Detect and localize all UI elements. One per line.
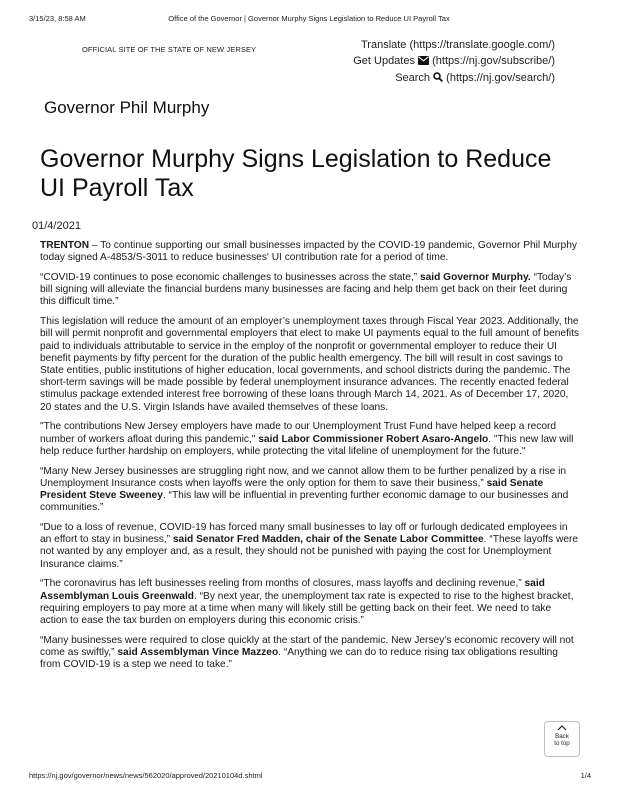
envelope-icon: [418, 54, 429, 70]
paragraph-text: . “By next year, the unemployment tax rate is expected to rise to the highest bracket, requiring employers to pay more at a time when many will likely still be getting back on their feet. We need to take action to ease the tax burden on employers during this economic crisis.”: [40, 590, 574, 627]
search-label: Search: [395, 72, 431, 84]
paragraph-text: “Due to a loss of revenue, COVID-19 has forced many small businesses to lay off or furlough dedicated employees in an effort to stay in business,”: [40, 522, 568, 546]
paragraph-text: . “Anything we can do to reduce rising tax obligations resulting from COVID-19 is a step we need to take.”: [40, 647, 558, 671]
paragraph-intro: [40, 240, 580, 264]
paragraph-quote-sweeney: [40, 466, 580, 515]
get-updates-label: Get Updates: [353, 55, 415, 67]
speaker-attribution: said Governor Murphy.: [417, 272, 531, 283]
paragraph-text: “The coronavirus has left businesses reeling from months of closures, mass layoffs and declining revenue,”: [40, 578, 522, 590]
paragraph-legislation: This legislation will reduce the amount of an employer’s unemployment taxes through Fiscal Year 2023. Additionally, the bill will permit nonprofit and governmental employers that elect to make UI payments equal to the full amount of benefits paid to individuals attributable to service in the employ of the nonprofit or governmental employer to reduce their UI benefit payments by fifty percent for the duration of the public health emergency. The bill will result in cost savings to State entities, public institutions of higher education, local governments, and school districts during the pandemic. The short-term savings will be made possible by federal unemployment insurance advances. The recently enacted federal stimulus package extended interest free borrowing of these loans through March 14, 2021. As of December 17, 2020, 20 states and the U.S. Virgin Islands have availed themselves of these loans.: [40, 316, 580, 413]
back-to-top-button[interactable]: [544, 721, 580, 757]
paragraph-quote-greenwald: [40, 578, 580, 627]
search-icon: [433, 71, 443, 87]
back-to-top-line1: Back: [555, 733, 569, 740]
speaker-attribution: said Labor Commissioner Robert Asaro-Angelo: [255, 433, 489, 445]
paragraph-quote-governor: [40, 272, 580, 309]
dateline: TRENTON: [40, 240, 90, 251]
translate-link[interactable]: Translate (https://translate.google.com/): [360, 39, 555, 51]
speaker-attribution: said Assemblyman Vince Mazzeo: [114, 647, 279, 659]
speaker-attribution: said Senator Fred Madden, chair of the Senate Labor Committee: [170, 534, 484, 546]
page-title: Governor Murphy Signs Legislation to Reduce UI Payroll Tax: [40, 145, 552, 202]
search-url: (https://nj.gov/search/): [446, 72, 555, 84]
get-updates-url: (https://nj.gov/subscribe/): [432, 55, 555, 67]
paragraph-text: "The contributions New Jersey employers have made to our Unemployment Trust Fund have helped keep a record number of workers afloat during this pandemic,": [40, 421, 557, 445]
paragraph-quote-mazzeo: [40, 635, 580, 672]
paragraph-text: . "This new law will help reduce further hardship on employers, while protecting the vital lifeline of unemployment for the future.": [40, 433, 574, 457]
paragraph-text: “Today’s bill signing will alleviate the financial burdens many businesses are facing and help them get back on their feet during this difficult time.”: [40, 272, 572, 308]
chevron-up-icon: [545, 725, 579, 733]
site-brand[interactable]: Governor Phil Murphy: [44, 98, 210, 117]
print-page-title: Office of the Governor | Governor Murphy Signs Legislation to Reduce UI Payroll Tax: [168, 14, 450, 23]
paragraph-text: “Many businesses were required to close quickly at the start of the pandemic. New Jersey’s economic recovery will not come as swiftly,”: [40, 634, 574, 659]
utility-links: [353, 37, 555, 87]
official-site-label: OFFICIAL SITE OF THE STATE OF NEW JERSEY: [82, 45, 257, 54]
print-url: https://nj.gov/governor/news/news/562020/approved/20210104d.shtml: [29, 771, 263, 780]
search-link[interactable]: [353, 70, 555, 87]
paragraph-quote-labor: [40, 421, 580, 458]
paragraph-quote-madden: [40, 522, 580, 571]
print-datetime: 3/15/23, 8:58 AM: [29, 14, 86, 23]
paragraph-text: – To continue supporting our small businesses impacted by the COVID-19 pandemic, Governor Phil Murphy today signed A-4853/S-3011 to reduce businesses' UI contribution rate for a period of time.: [40, 240, 577, 264]
article-date: 01/4/2021: [32, 220, 81, 232]
back-to-top-line2: to top: [554, 740, 570, 747]
paragraph-text: “COVID-19 continues to pose economic challenges to businesses across the state,”: [40, 272, 418, 283]
get-updates-link[interactable]: [353, 53, 555, 70]
article-body: [40, 240, 580, 679]
print-page-number: 1/4: [580, 771, 591, 780]
paragraph-text: . “These layoffs were not wanted by any employer and, as a result, they should not be punished with paying the cost for Unemployment Insurance claims.”: [40, 534, 579, 570]
paragraph-text: “Many New Jersey businesses are struggling right now, and we cannot allow them to be further penalized by a rise in Unemployment Insurance costs when layoffs were the only option for them to save their business,”: [40, 465, 567, 489]
speaker-attribution: said Assemblyman Louis Greenwald: [40, 578, 545, 602]
speaker-attribution: said Senate President Steve Sweeney: [40, 477, 544, 502]
paragraph-text: . “This law will be influential in preventing further economic damage to our businesses and communities.”: [40, 490, 569, 514]
